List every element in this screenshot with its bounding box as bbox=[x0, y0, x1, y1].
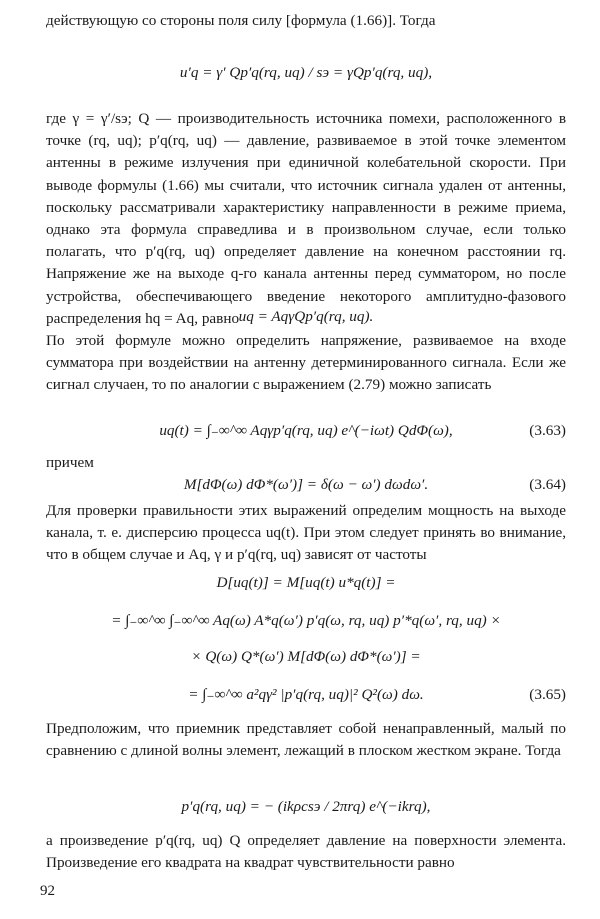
equation-5-line-4 bbox=[46, 684, 566, 706]
paragraph-2: где γ = γ′/sэ; Q — производительность источника помехи, расположенного в точке (rq, uq); p′q(rq, uq) — давление, развиваемое в этой точке элементом антенны в режиме излучения при единичной колебательной скорости. При выводе формулы (1.66) мы считали, что источник сигнала удален от антенны, поскольку рассматривали характеристику направленности в режиме приема, однако эта формула справедлива и в произвольном случае, если только полагать, что p′q(rq, uq) определяет давление на конечном расстоянии rq. Напряжение же на выходе q-го канала антенны перед сумматором, но после устройства, обеспечивающего введение некоторого амплитудно-фазового распределения hq = Aq, равно bbox=[46, 110, 566, 327]
equation-5-line-3: × Q(ω) Q*(ω′) M[dΦ(ω) dΦ*(ω′)] = bbox=[191, 648, 421, 665]
equation-5-line-1: D[uq(t)] = M[uq(t) u*q(t)] = bbox=[216, 574, 396, 591]
equation-5-line-2: = ∫₋∞^∞ ∫₋∞^∞ Aq(ω) A*q(ω′) p′q(ω, rq, uq) p′*q(ω′, rq, uq) × bbox=[111, 612, 501, 629]
equation-3 bbox=[46, 420, 566, 442]
equation-4 bbox=[46, 474, 566, 496]
equation-2: uq = AqγQp′q(rq, uq). bbox=[238, 308, 374, 325]
paragraph-1: действующую со стороны поля силу [формула (1.66)]. Тогда bbox=[46, 12, 436, 29]
paragraph-6: Предположим, что приемник представляет собой ненаправленный, малый по сравнению с длиной волны элемент, лежащий в плоском жестком экране. Тогда bbox=[46, 720, 566, 760]
equation-3-number: (3.63) bbox=[529, 422, 566, 439]
paragraph-7: а произведение p′q(rq, uq) Q определяет давление на поверхности элемента. Произведение его квадрата на квадрат чувствительности равно bbox=[46, 832, 566, 872]
paragraph-4: причем bbox=[46, 454, 94, 471]
equation-4-body: M[dΦ(ω) dΦ*(ω′)] = δ(ω − ω′) dωdω′. bbox=[183, 476, 429, 493]
equation-5-number: (3.65) bbox=[529, 686, 566, 703]
page-number: 92 bbox=[40, 883, 55, 899]
paragraph-3: По этой формуле можно определить напряжение, развиваемое на входе сумматора при воздействии на антенну детерминированного сигнала. Если же сигнал случаен, то по аналогии с выражением (2.79) можно записать bbox=[46, 332, 566, 394]
equation-3-body: uq(t) = ∫₋∞^∞ Aqγp′q(rq, uq) e^(−iωt) QdΦ(ω), bbox=[159, 422, 453, 439]
equation-6: p′q(rq, uq) = − (ikρcsэ / 2πrq) e^(−ikrq), bbox=[181, 798, 431, 815]
equation-4-number: (3.64) bbox=[529, 476, 566, 493]
equation-1: u′q = γ′ Qp′q(rq, uq) / sэ = γQp′q(rq, uq), bbox=[179, 64, 433, 81]
paragraph-5: Для проверки правильности этих выражений определим мощность на выходе канала, т. е. дисперсию процесса uq(t). При этом следует принять во внимание, что в общем случае и Aq, γ и p′q(rq, uq) зависят от частоты bbox=[46, 502, 566, 564]
equation-5-body: = ∫₋∞^∞ a²qγ² |p′q(rq, uq)|² Q²(ω) dω. bbox=[188, 686, 424, 703]
